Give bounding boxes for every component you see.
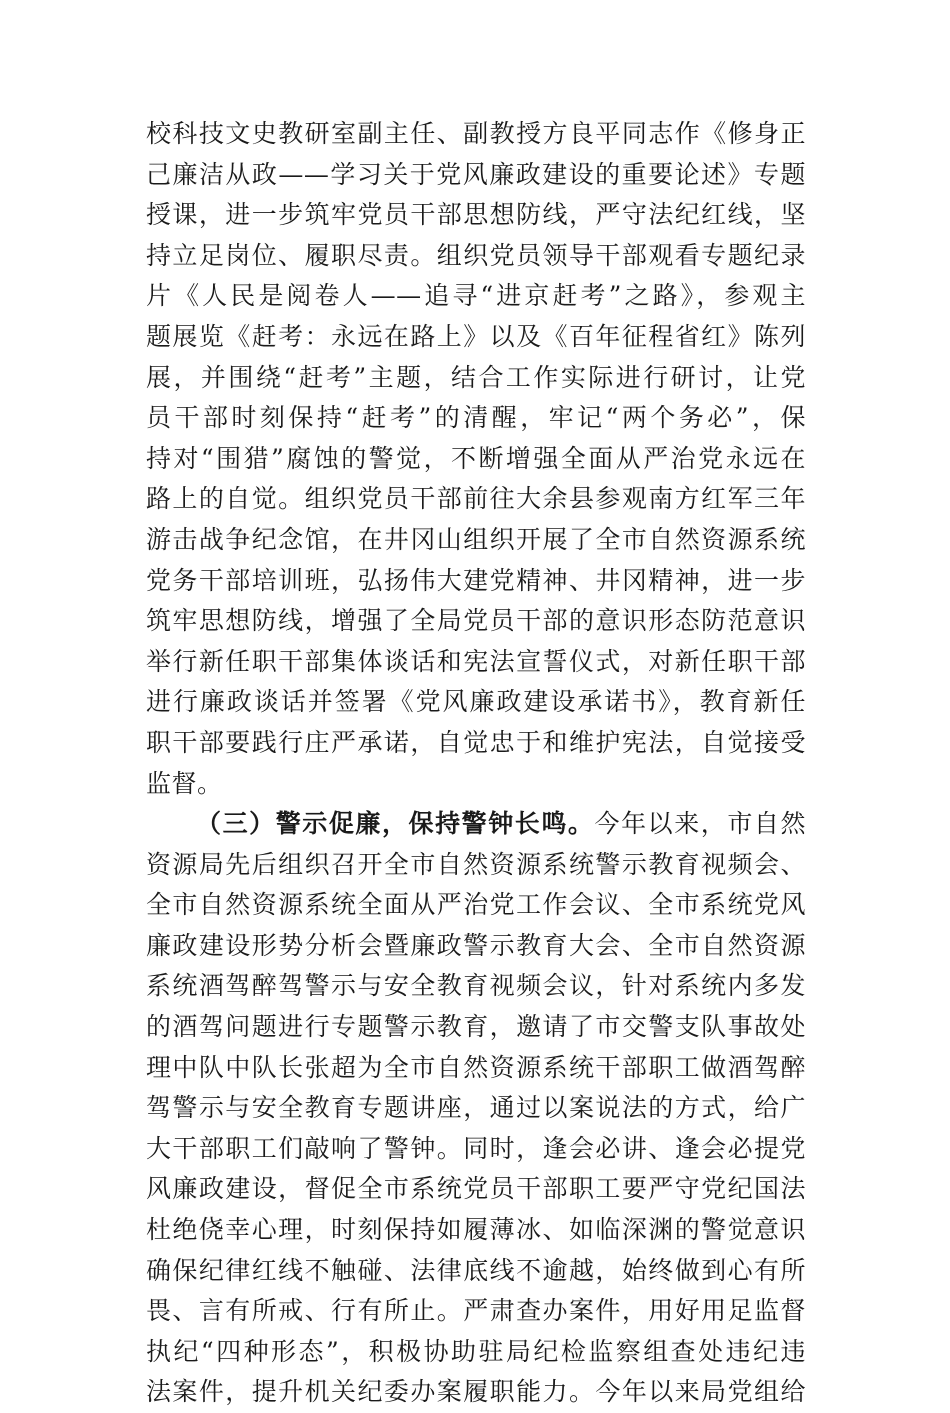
text-line: 系统酒驾醉驾警示与安全教育视频会议，针对系统内多发 bbox=[146, 971, 806, 1001]
text-line: 畏、言有所戒、行有所止。严肃查办案件，用好用足监督 bbox=[146, 1296, 806, 1326]
text-line: 党务干部培训班，弘扬伟大建党精神、井冈精神，进一步 bbox=[146, 565, 806, 595]
text-line: 片《人民是阅卷人——追寻“进京赶考”之路》，参观主 bbox=[146, 281, 806, 311]
text-line: 持立足岗位、履职尽责。组织党员领导干部观看专题纪录 bbox=[146, 240, 806, 270]
text-line: 授课，进一步筑牢党员干部思想防线，严守法纪红线，坚 bbox=[146, 200, 806, 230]
text-line: 廉政建设形势分析会暨廉政警示教育大会、全市自然资源 bbox=[146, 930, 806, 960]
text-line: 风廉政建设，督促全市系统党员干部职工要严守党纪国法 bbox=[146, 1174, 806, 1204]
text-line: 的酒驾问题进行专题警示教育，邀请了市交警支队事故处 bbox=[146, 1012, 806, 1042]
text-line: 理中队中队长张超为全市自然资源系统干部职工做酒驾醉 bbox=[146, 1052, 806, 1082]
text-line: 游击战争纪念馆，在井冈山组织开展了全市自然资源系统 bbox=[146, 524, 806, 554]
text-line: 己廉洁从政——学习关于党风廉政建设的重要论述》专题 bbox=[146, 159, 806, 189]
text-line: 大干部职工们敲响了警钟。同时，逢会必讲、逢会必提党 bbox=[146, 1133, 806, 1163]
text-line: 展，并围绕“赶考”主题，结合工作实际进行研讨，让党 bbox=[146, 362, 806, 392]
text-line: 路上的自觉。组织党员干部前往大余县参观南方红军三年 bbox=[146, 484, 806, 514]
text-line: 资源局先后组织召开全市自然资源系统警示教育视频会、 bbox=[146, 849, 806, 879]
text-line: 杜绝侥幸心理，时刻保持如履薄冰、如临深渊的警觉意识 bbox=[146, 1215, 806, 1245]
text-line: 进行廉政谈话并签署《党风廉政建设承诺书》，教育新任 bbox=[146, 687, 806, 717]
text-line: 执纪“四种形态”，积极协助驻局纪检监察组查处违纪违 bbox=[146, 1336, 806, 1366]
text-line: 监督。 bbox=[146, 768, 223, 798]
section-heading-rest: 今年以来，市自然 bbox=[594, 809, 806, 839]
text-line: 驾警示与安全教育专题讲座，通过以案说法的方式，给广 bbox=[146, 1093, 806, 1123]
text-line: 全市自然资源系统全面从严治党工作会议、全市系统党风 bbox=[146, 890, 806, 920]
section-heading: （三）警示促廉，保持警钟长鸣。 bbox=[196, 809, 595, 839]
section-heading-line bbox=[146, 804, 806, 845]
text-line: 法案件，提升机关纪委办案履职能力。今年以来局党组给 bbox=[146, 1377, 806, 1407]
body-text bbox=[146, 114, 806, 1413]
text-line: 员干部时刻保持“赶考”的清醒，牢记“两个务必”，保 bbox=[146, 403, 806, 433]
text-line: 校科技文史教研室副主任、副教授方良平同志作《修身正 bbox=[146, 119, 806, 148]
text-line: 确保纪律红线不触碰、法律底线不逾越，始终做到心有所 bbox=[146, 1255, 806, 1285]
text-line: 筑牢思想防线，增强了全局党员干部的意识形态防范意识 bbox=[146, 606, 806, 636]
text-line: 持对“围猎”腐蚀的警觉，不断增强全面从严治党永远在 bbox=[146, 443, 806, 473]
text-line: 题展览《赶考：永远在路上》以及《百年征程省红》陈列 bbox=[146, 321, 806, 351]
text-line: 举行新任职干部集体谈话和宪法宣誓仪式，对新任职干部 bbox=[146, 646, 806, 676]
text-line: 职干部要践行庄严承诺，自觉忠于和维护宪法，自觉接受 bbox=[146, 727, 806, 757]
